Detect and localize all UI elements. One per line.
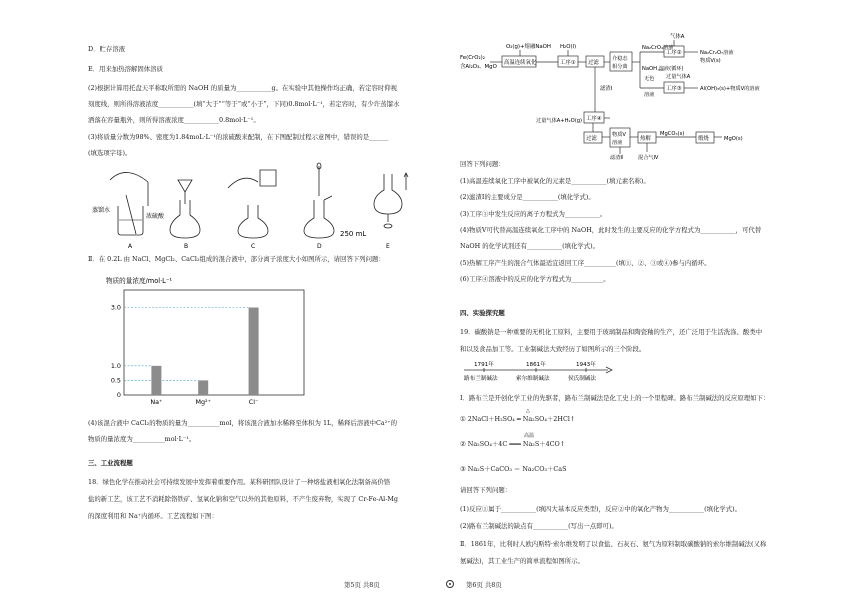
flow-pyrolysis: 热解 [640,136,651,142]
bar-2 [249,308,259,396]
timeline-method-2: 索尔维制碱法 [516,376,550,382]
chart-title: 物质的量浓度/mol·L⁻¹ [106,277,172,285]
flow-kiln: 高温连续氧化 [504,60,537,66]
label-b: B [184,243,189,250]
question-2-line1: (2)根据计算用托盘天平称取所需的 NaOH 的质量为___________g。在实验中其他操作均正确，若定容时仰视 [88,84,398,92]
x-tick-0: Na⁺ [150,398,163,406]
flow-water: H₂O(l) [560,44,577,50]
label-water: 蒸馏水 [92,207,111,214]
flow-colorless: 无色 [644,76,655,82]
flow-mgo: MgO(s) [724,136,743,142]
flow-solution-v-2: 溶液 [612,140,623,146]
question-2-line3: 洒落在容量瓶外，则所得溶液浓度___________0.8mol·L⁻¹。 [88,116,260,124]
flow-mgco3: MgCO₃(s) [660,131,685,137]
ion-concentration-chart [102,272,312,414]
flow-ore: Fe(CrO₂)₂ [460,55,485,61]
flow-filter-2: 过滤 [586,136,597,142]
soda-timeline [460,358,620,386]
flow-step-2: 工序② [666,50,682,56]
flow-gas-h2o: 过量气体A+H₂O(g) [536,118,583,124]
flow-residue-2: 滤渣Ⅱ [610,155,623,161]
question-19-line1: 19．碳酸钠是一种重要的无机化工原料，主要用于玻璃制品和陶瓷釉的生产，还广泛用于生活洗涤、酸类中 [460,328,763,336]
question-4-line1: (4)该混合液中 CaCl₂的物质的量为__________mol，将该混合液加水稀释至体积为 1L，稀释后溶液中Ca²⁺的 [88,419,398,427]
equation-1: ① 2NaCl＋H₂SO₄ ═ Na₂SO₄＋2HCl↑ [460,415,576,423]
timeline-method-1: 路布兰制碱法 [464,376,498,382]
equation-3: ③ Na₂S＋CaCO₃ ＝ Na₂CO₃＋CaS [460,465,567,473]
question-2-line2: 刻度线，则所得溶液浓度___________(填“大于”“等于”或“小于”，下同)0.8mol·L⁻¹，若定容时，有少许蒸馏水 [88,100,400,108]
flow-gas-iv: 混合气Ⅳ [638,155,659,161]
flow-step-1: 工序① [560,60,576,66]
sub-question-1: (1)反应①属于___________(填四大基本反应类型)，反应②中的氧化产物为___________(填化学式)。 [460,505,742,513]
right-question-3: (3)工序③中发生反应的离子方程式为___________。 [460,210,607,218]
flow-gas-a: 气体A [670,34,685,40]
option-d: D．贮存溶液 [88,45,126,53]
right-question-4-line2: NaOH 的化学试剂还有___________(填化学式)。 [460,242,600,250]
label-acid: 浓硫酸 [146,213,165,220]
flow-substance-v: 物质V(s) [700,58,721,64]
question-3-line1: (3)将质量分数为98%、密度为1.84moL·L⁻¹的浓硫酸来配制，在下图配制过程示意图中，错误的是______ [88,133,389,141]
right-question-2: (2)滤渣Ⅰ的主要成分是___________(填化学式)。 [460,193,595,201]
flow-solution-v: 物质Ⅴ [612,132,626,138]
section-3-title: 三、工业流程题 [88,459,133,467]
option-e: E．用来加热溶解固体溶质 [88,65,163,73]
flow-aloh3: Al(OH)₃(s)+物质V的溶液 [700,86,760,92]
flow-colorless-2: 溶液 [644,92,655,98]
right-question-6: (6)工序④溶液中的反应的化学方程式为__________。 [460,275,610,283]
x-tick-2: Cl⁻ [248,398,259,406]
question-3-line2: (填选项字母)。 [88,149,132,157]
question-4-line2: 物质的量浓度为__________mol·L⁻¹。 [88,435,196,443]
y-tick-1: 0.5 [110,376,121,385]
flow-phase-sep: 相分离 [612,64,628,70]
question-18-line2: 盐的新工艺，该工艺不消耗除铬铁矿、氢氧化钠和空气以外的其他原料，不产生废弃物，实现了 Cr-Fe-Al-Mg [88,495,399,503]
sub-question-2: (2)路布兰制碱法的缺点有___________(写出一点即可)。 [460,522,618,530]
right-question-1: (1)高温连续氧化工序中被氧化的元素是___________(填元素名称)。 [460,177,650,185]
timeline-year-1: 1791年 [474,362,494,368]
equation-2: ② Na₂SO₄＋4C ═══ Na₂S＋4CO↑ [460,440,566,448]
timeline-year-2: 1861年 [526,362,546,368]
page-number-right: 第6页 共8页 [466,581,502,589]
part-2-intro: Ⅱ．在 0.2L 由 NaCl、MgCl₂、CaCl₂组成的混合液中，部分离子浓度大小如图所示，请回答下列问题： [88,255,385,263]
left-page [88,0,436,608]
question-18-line3: 的深度利用和 Na⁺内循环。工艺流程如下图： [88,512,218,520]
label-volume: 250 mL [340,230,367,238]
x-tick-1: Mg²⁺ [195,398,211,406]
right-page [460,0,820,608]
part-1-intro: Ⅰ．路布兰是开创化学工业的先驱者，路布兰制碱法是化工史上的一个里程碑。路布兰制碱法的反应原理如下： [460,394,770,402]
y-tick-0: 0 [116,391,121,399]
flow-na2cr2o7: Na₂Cr₂O₇溶液 [700,50,734,56]
flow-step-3: 工序③ [666,86,682,92]
question-19-line2: 和以及食品加工等。工业制碱法大致经历了如图所示的三个阶段。 [460,345,646,353]
timeline-year-3: 1943年 [576,362,596,368]
flow-residue-1: 滤渣Ⅰ [600,86,613,92]
timeline-method-3: 侯氏制碱法 [568,376,596,382]
equation-2-condition: 高温 [524,433,535,439]
y-tick-3: 3.0 [110,303,121,312]
flow-na2cro4: Na₂CrO₄溶液 [642,45,674,51]
right-question-5: (5)热解工序产生的混合气体最适宜返回工序__________(填①、②、③或④)参与内循环。 [460,259,711,267]
answer-prompt-2: 请回答下列问题： [460,486,512,494]
flow-calcine: 煅烧 [698,136,709,142]
flow-gas-a-excess: 过量气体A [666,74,691,80]
chart-frame [124,290,304,395]
binding-mark-icon [446,580,454,588]
flow-ore-impurity: 含Al₂O₃、MgO [460,64,497,70]
flow-reactants: O₂(g)+熔融NaOH [506,44,551,50]
question-18-line1: 18．绿色化学在推动社会可持续发展中发挥着重要作用。某科研团队设计了一种熔盐液相氧化法制备高价铬 [88,478,391,486]
apparatus-figure [88,160,418,250]
flow-naoh-loop: NaOH 溶液(循环) [642,66,684,72]
process-flow-diagram [460,34,820,161]
page-number-left: 第5页 共8页 [344,581,380,589]
section-4-title: 四、实验探究题 [460,309,505,317]
answer-prompt: 回答下列问题： [460,160,505,168]
label-c: C [251,243,256,250]
flow-step-4: 工序④ [586,116,602,122]
label-a: A [128,243,133,250]
part-2-right-line1: Ⅱ．1861年，比利时人欧内斯特·索尔维发明了以食盐、石灰石、氨气为原料制取碳酸钠的索尔维制碱法(又称 [460,540,767,548]
bar-0 [151,366,161,395]
flow-filter-1: 过滤 [588,60,599,66]
y-tick-2: 1.0 [110,361,121,370]
flow-metastable: 介稳态 [612,56,628,62]
label-d: D [317,243,322,250]
bar-1 [198,380,208,395]
label-e: E [386,243,390,250]
part-2-right-line2: 氨碱法)，其工业生产的简单流程如图所示。 [460,557,584,565]
right-question-4-line1: (4)物质Ⅴ可代替高温连续氧化工序中的 NaOH，此时发生的主要反应的化学方程式为___________，可代替 [460,226,762,234]
equation-1-condition: △ [526,408,530,414]
